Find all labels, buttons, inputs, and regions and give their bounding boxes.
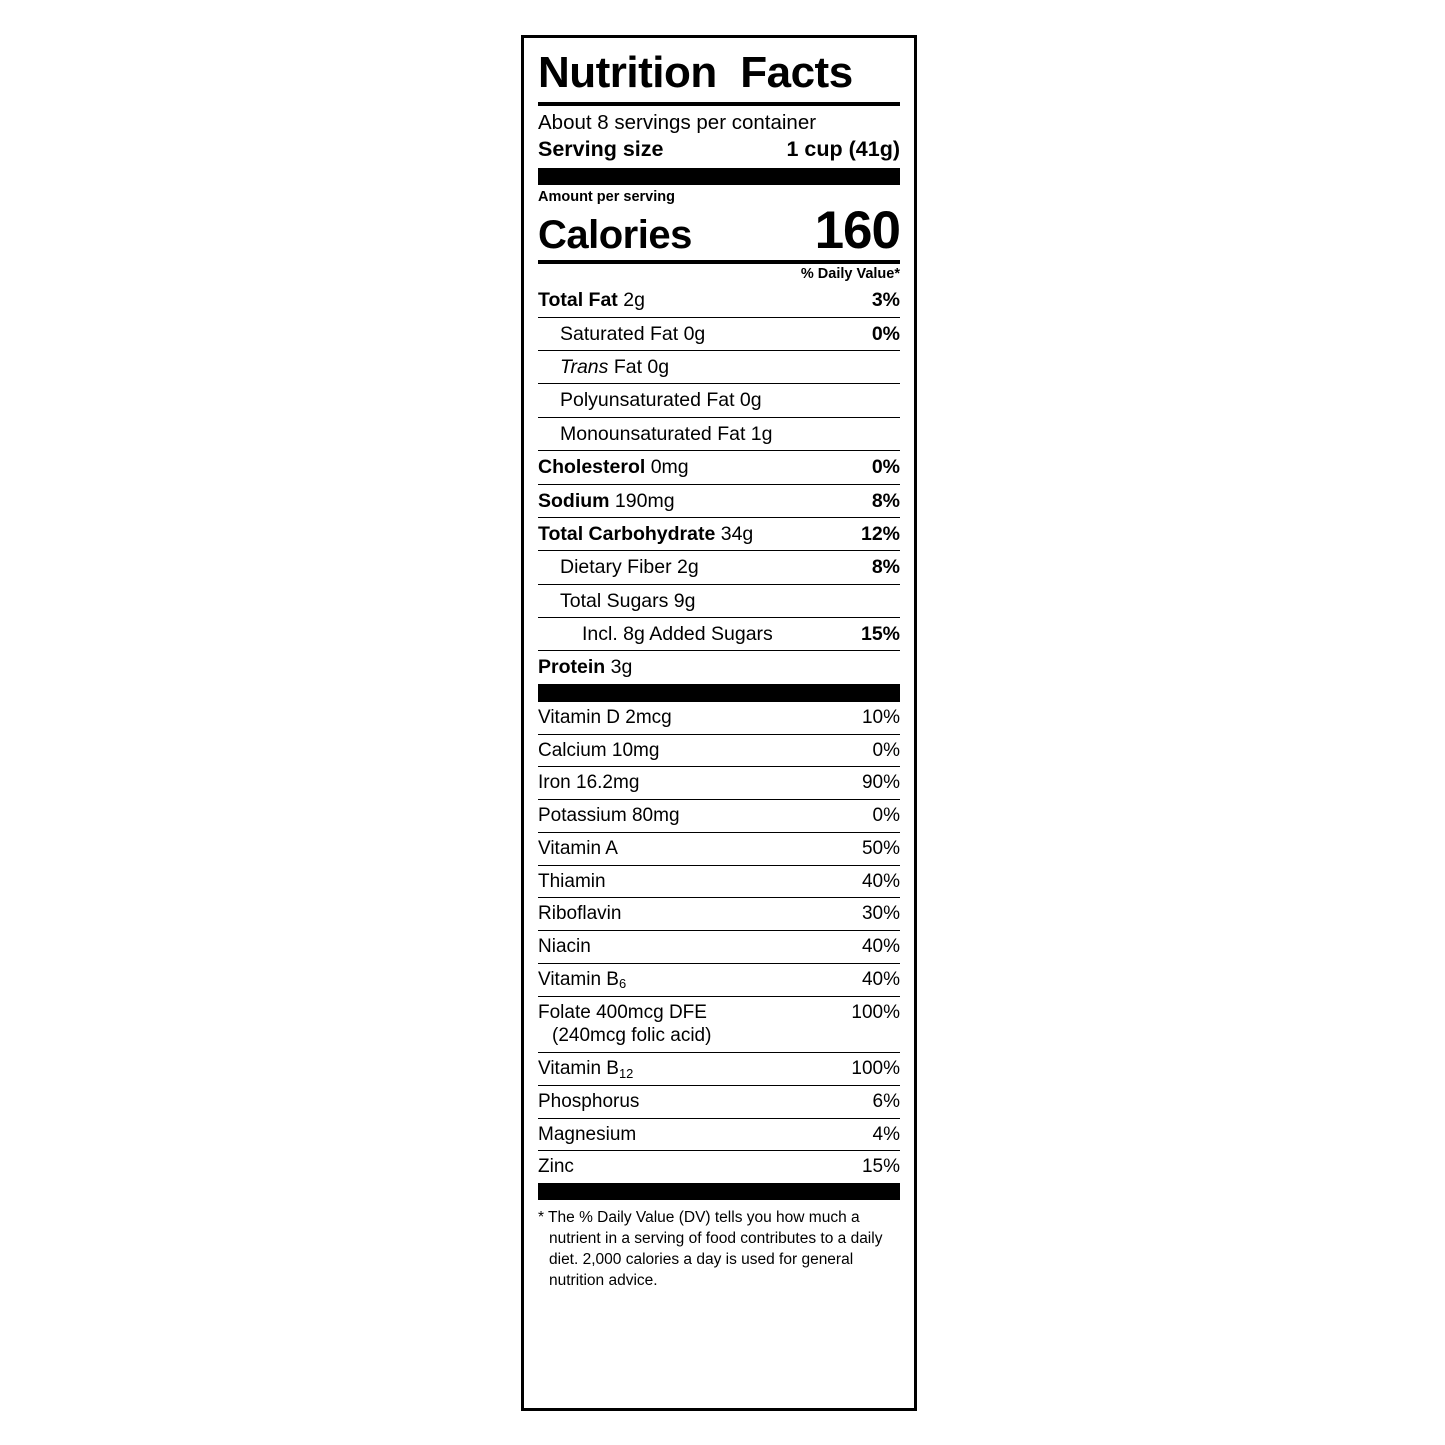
vitamin-label: Vitamin $B_{12}$: [538, 1058, 634, 1081]
nutrient-label: Trans Fat 0g: [560, 356, 670, 378]
serving-size-row: [538, 137, 900, 168]
nutrient-rows: [538, 284, 900, 685]
vitamin-label: Folate 400mcg DFE (240mcg folic acid): [538, 1001, 712, 1047]
page-title: Nutrition Facts: [538, 48, 853, 97]
vitamin-label: Riboflavin: [538, 903, 622, 925]
nutrient-row: [538, 351, 900, 383]
vitamin-daily-value: 0%: [872, 805, 900, 826]
nutrient-row: [538, 585, 900, 617]
nutrient-label: Sodium 190mg: [538, 489, 675, 512]
vitamin-label: Iron 16.2mg: [538, 772, 640, 794]
footnote: * The % Daily Value (DV) tells you how much a nutrient in a serving of food contributes to a daily diet. 2,000 calories a day is used for general nutrition advice.: [538, 1209, 883, 1289]
nutrient-label: Total Fat 2g: [538, 289, 645, 312]
nutrient-row: [538, 551, 900, 583]
amount-per-serving-label: Amount per serving: [538, 188, 675, 205]
vitamin-label: Vitamin $B_6$: [538, 968, 627, 992]
vitamin-daily-value: 100%: [851, 1001, 900, 1023]
vitamin-daily-value: 30%: [861, 903, 900, 925]
vitamin-row: [538, 1151, 900, 1183]
divider-thick-footnote: [538, 1183, 900, 1200]
vitamin-label: Vitamin A: [538, 837, 618, 859]
nutrition-facts-panel: [521, 35, 917, 1411]
vitamin-row: [538, 997, 900, 1053]
vitamin-row: [538, 767, 900, 799]
vitamin-daily-value: 10%: [861, 706, 900, 728]
nutrient-label: Total Sugars 9g: [560, 589, 696, 612]
serving-size-label: Serving size: [538, 136, 664, 161]
nutrient-row: [538, 651, 900, 683]
vitamin-row: [538, 1119, 900, 1151]
nutrient-daily-value: 3%: [871, 289, 900, 312]
nutrient-label: Incl. 8g Added Sugars: [582, 623, 773, 645]
vitamin-daily-value: 40%: [861, 936, 900, 957]
vitamin-label: Calcium 10mg: [538, 739, 660, 761]
nutrient-label: Monounsaturated Fat 1g: [560, 422, 773, 445]
nutrient-row: [538, 451, 900, 483]
calories-label: Calories: [538, 213, 692, 258]
nutrient-row: [538, 418, 900, 450]
vitamin-daily-value: 40%: [861, 870, 900, 892]
nutrient-label: Cholesterol 0mg: [538, 456, 689, 479]
vitamin-row: [538, 1086, 900, 1118]
nutrient-label: Dietary Fiber 2g: [560, 556, 699, 579]
nutrient-daily-value: 15%: [860, 623, 900, 645]
vitamin-label: Potassium 80mg: [538, 805, 680, 826]
nutrient-row: [538, 284, 900, 316]
vitamin-row: [538, 735, 900, 767]
nutrient-daily-value: 12%: [860, 522, 900, 545]
daily-value-header: % Daily Value*: [800, 266, 900, 283]
vitamin-label: Vitamin D 2mcg: [538, 706, 672, 728]
vitamin-daily-value: 4%: [872, 1123, 900, 1145]
nutrient-row: [538, 485, 900, 517]
serving-size-value: 1 cup (41g): [786, 136, 900, 161]
nutrient-row: [538, 318, 900, 350]
vitamin-label: Magnesium: [538, 1123, 637, 1145]
calories-value: 160: [814, 201, 900, 261]
nutrient-daily-value: 8%: [871, 556, 900, 579]
vitamin-label: Zinc: [538, 1156, 574, 1178]
vitamin-rows: [538, 702, 900, 1183]
vitamin-row: [538, 1053, 900, 1085]
nutrient-row: [538, 618, 900, 650]
vitamin-row: [538, 702, 900, 734]
vitamin-daily-value: 50%: [861, 837, 900, 859]
vitamin-row: [538, 898, 900, 930]
nutrient-daily-value: 8%: [871, 489, 900, 512]
nutrient-row: [538, 518, 900, 550]
nutrient-row: [538, 384, 900, 416]
vitamin-label: Niacin: [538, 936, 591, 957]
vitamin-label: Phosphorus: [538, 1090, 640, 1112]
vitamin-daily-value: 0%: [872, 739, 900, 761]
vitamin-row: [538, 800, 900, 832]
vitamin-daily-value: 100%: [851, 1058, 900, 1079]
vitamin-row: [538, 964, 900, 996]
nutrient-label: Polyunsaturated Fat 0g: [560, 389, 762, 412]
vitamin-daily-value: 15%: [861, 1156, 900, 1178]
nutrient-label: Saturated Fat 0g: [560, 322, 706, 345]
divider-thick-vitamins: [538, 685, 900, 702]
vitamin-daily-value: 40%: [861, 968, 900, 990]
nutrient-label: Total Carbohydrate 34g: [538, 522, 754, 545]
vitamin-daily-value: 90%: [861, 772, 900, 794]
vitamin-sub-line: (240mcg folic acid): [552, 1025, 712, 1047]
vitamin-row: [538, 931, 900, 963]
vitamin-row: [538, 866, 900, 898]
divider-thick-top: [538, 168, 900, 185]
nutrient-label: Protein 3g: [538, 656, 633, 679]
vitamin-row: [538, 833, 900, 865]
nutrient-daily-value: 0%: [871, 322, 900, 345]
vitamin-label: Thiamin: [538, 870, 606, 892]
nutrient-daily-value: 0%: [871, 456, 900, 479]
vitamin-daily-value: 6%: [872, 1090, 900, 1112]
servings-per-container: About 8 servings per container: [538, 111, 817, 135]
calories-row: [538, 201, 900, 261]
